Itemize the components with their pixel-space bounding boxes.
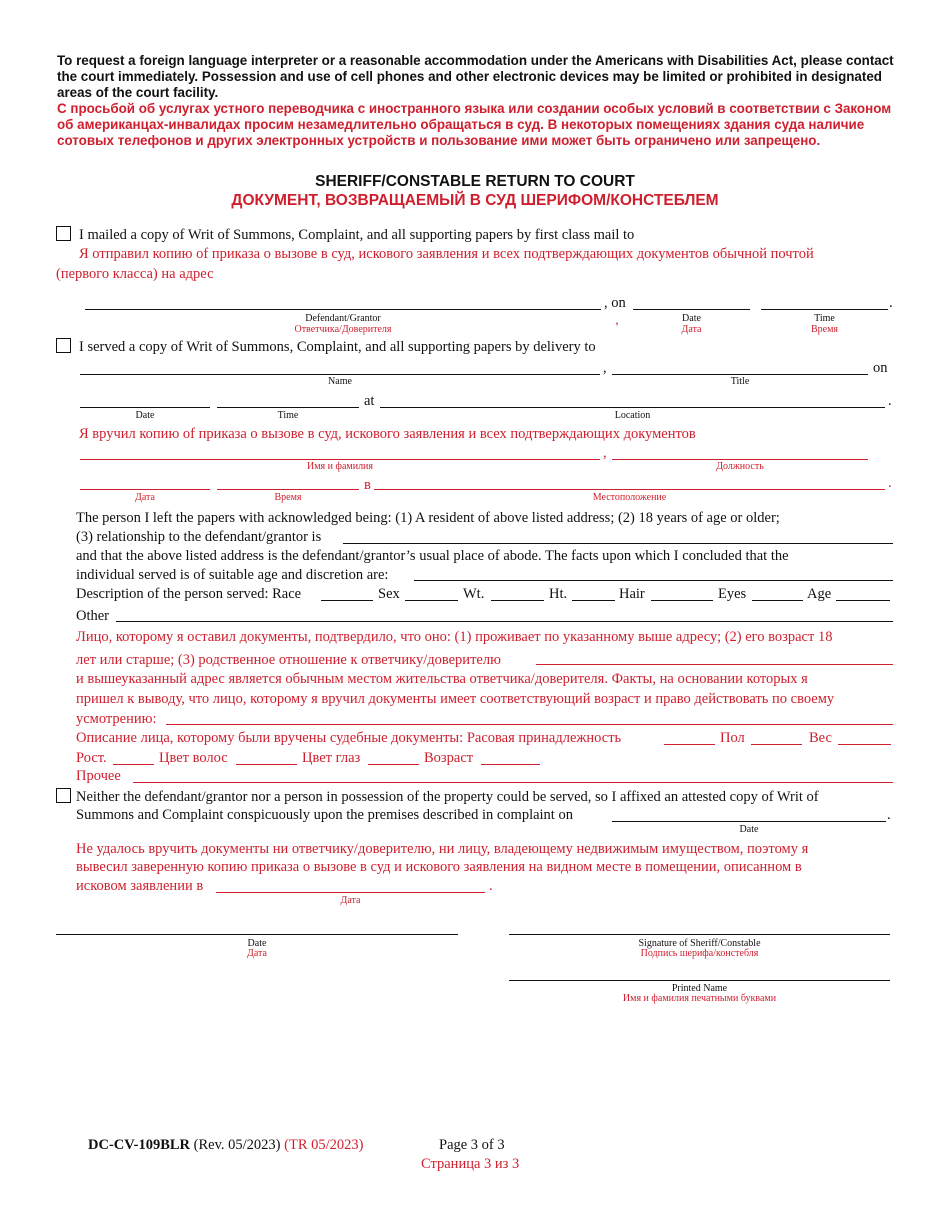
desc-other-label-ru: Прочее [76,768,121,784]
facts-field[interactable] [414,580,893,581]
deliver-checkbox[interactable] [56,338,71,353]
person-text-en-1: The person I left the papers with acknowledged being: (1) A resident of above listed address; (2) 18 years of age or older; [76,510,780,526]
mail-text-en: I mailed a copy of Writ of Summons, Complaint, and all supporting papers by first class mail to [79,227,635,243]
mail-date-field[interactable] [633,309,750,310]
deliver-title-field-ru[interactable] [612,459,868,460]
race-field-ru[interactable] [664,744,715,745]
mail-label-comma-ru: , [615,312,619,327]
posting-date-label-ru: Дата [340,895,361,906]
deliver-label-time: Time [277,410,299,421]
person-text-ru-4: пришел к выводу, что лицо, которому я вручил документы имеет соответствующий возраст и право действовать по своему [76,691,835,707]
printed-name-field[interactable] [509,980,890,981]
deliver-name-field-ru[interactable] [80,459,600,460]
signature-date-label-ru: Дата [247,948,267,959]
wt-field-ru[interactable] [838,744,891,745]
deliver-location-field[interactable] [380,407,885,408]
desc-race-label-ru: Описание лица, которому были вручены судебные документы: Расовая принадлежность [76,730,622,746]
footer-tr: (TR 05/2023) [284,1137,364,1153]
desc-age-label-ru: Возраст [424,750,474,766]
footer-page-ru: Страница 3 из 3 [421,1156,520,1172]
person-text-ru-5: усмотрению: [76,711,157,727]
mail-label-defendant-ru: Ответчика/Доверителя [294,324,392,335]
mail-label-time-ru: Время [810,324,839,335]
posting-period-ru: . [489,878,493,894]
desc-sex-label: Sex [378,586,400,602]
desc-ht-label: Ht. [549,586,568,602]
footer-rev: (Rev. 05/2023) [193,1137,281,1153]
mail-label-time-en: Time [814,313,835,324]
posting-date-label: Date [739,824,759,835]
deliver-time-field[interactable] [217,407,359,408]
posting-period: . [887,807,891,823]
mail-time-field[interactable] [761,309,888,310]
desc-ht-label-ru: Рост. [76,750,107,766]
mail-text-ru-2: (первого класса) на адрес [56,266,214,282]
deliver-label-location-ru: Местоположение [592,492,667,503]
ht-field-ru[interactable] [113,764,154,765]
signature-field[interactable] [509,934,890,935]
mail-text-ru-1: Я отправил копию of приказа о вызове в суд, искового заявления и всех подтверждающих документов обычной почтой [79,246,814,262]
signature-label-ru: Подпись шерифа/констебля [640,948,759,959]
deliver-name-field[interactable] [80,374,600,375]
printed-name-label-ru: Имя и фамилия печатными буквами [622,993,777,1004]
posting-text-ru-2: вывесил заверенную копию приказа о вызове в суд и искового заявления на видном месте в помещении, описанном в [76,859,802,875]
age-field[interactable] [836,600,890,601]
desc-eyes-label: Eyes [718,586,747,602]
signature-date-label-en: Date [247,938,267,949]
deliver-time-field-ru[interactable] [217,489,359,490]
desc-age-label: Age [807,586,832,602]
notice-en: To request a foreign language interpreter or a reasonable accommodation under the Americans with Disabilities Act, please contact the court immediately. Possession and use of cell phones and other electronic devices may be limited or prohibited in designated areas of the court facility. [57,53,894,101]
eyes-field[interactable] [752,600,803,601]
printed-name-label-en: Printed Name [671,983,728,994]
deliver-label-title-ru: Должность [716,461,764,472]
deliver-date-field[interactable] [80,407,210,408]
person-text-ru-3: и вышеуказанный адрес является обычным местом жительства ответчика/доверителя. Факты, на основании которых я [76,671,808,687]
desc-hair-label-ru: Цвет волос [159,750,228,766]
deliver-period: . [888,393,892,409]
ht-field[interactable] [572,600,615,601]
deliver-text-ru: Я вручил копию of приказа о вызове в суд, искового заявления и всех подтверждающих документов [79,426,696,442]
other-field[interactable] [116,621,893,622]
person-text-ru-1: Лицо, которому я оставил документы, подтвердило, что оно: (1) проживает по указанному выше адресу; (2) его возраст 18 [76,629,833,645]
relationship-field[interactable] [343,543,893,544]
mail-defendant-field[interactable] [85,309,601,310]
deliver-period-ru: . [888,475,892,491]
deliver-label-name: Name [328,376,352,387]
deliver-date-field-ru[interactable] [80,489,210,490]
posting-text-ru-3: исковом заявлении в [76,878,204,894]
hair-field-ru[interactable] [236,764,297,765]
mail-label-date-ru: Дата [681,324,702,335]
deliver-comma-ru: , [603,445,607,461]
facts-field-ru[interactable] [166,724,893,725]
deliver-title-field[interactable] [612,374,868,375]
signature-date-field[interactable] [56,934,458,935]
posting-text-en-2: Summons and Complaint conspicuously upon the premises described in complaint on [76,807,573,823]
person-text-ru-2: лет или старше; (3) родственное отношение к ответчику/доверителю [76,652,501,668]
deliver-label-time-ru: Время [274,492,302,503]
sex-field[interactable] [405,600,458,601]
eyes-field-ru[interactable] [368,764,419,765]
person-text-en-3: and that the above listed address is the defendant/grantor’s usual place of abode. The facts upon which I concluded that the [76,548,789,564]
desc-wt-label: Wt. [463,586,485,602]
desc-eyes-label-ru: Цвет глаз [302,750,361,766]
footer-form-info [88,1137,363,1154]
hair-field[interactable] [651,600,713,601]
person-text-en-4: individual served is of suitable age and discretion are: [76,567,389,583]
title-en: SHERIFF/CONSTABLE RETURN TO COURT [315,173,635,190]
sex-field-ru[interactable] [751,744,802,745]
other-field-ru[interactable] [133,782,893,783]
desc-hair-label: Hair [619,586,645,602]
mail-checkbox[interactable] [56,226,71,241]
desc-wt-label-ru: Вес [809,730,832,746]
notice-ru: С просьбой об услугах устного переводчика с иностранного языка или создании особых условий в соответствии с Законом об американцах-инвалидах просим незамедлительно обращаться в суд. В некоторых помещениях здания суда наличие сотовых телефонов и других электронных устройств и пользование ими может быть ограничено или запрещено. [57,101,892,149]
deliver-label-title: Title [730,376,750,387]
relationship-field-ru[interactable] [536,664,893,665]
mail-period: . [889,295,893,311]
age-field-ru[interactable] [481,764,540,765]
wt-field[interactable] [491,600,544,601]
footer-form-id: DC-CV-109BLR [88,1137,191,1153]
race-field[interactable] [321,600,373,601]
posting-date-field-ru[interactable] [216,892,485,893]
mail-label-defendant-en: Defendant/Grantor [305,313,381,324]
deliver-at: at [364,393,375,409]
deliver-location-field-ru[interactable] [374,489,885,490]
deliver-v-ru: в [364,477,371,493]
deliver-label-date: Date [135,410,155,421]
desc-sex-label-ru: Пол [720,730,745,746]
footer-page-en: Page 3 of 3 [439,1137,505,1153]
deliver-label-name-ru: Имя и фамилия [306,461,374,472]
desc-race-label: Description of the person served: Race [76,586,302,602]
signature-label-en: Signature of Sheriff/Constable [638,938,761,949]
posting-checkbox[interactable] [56,788,71,803]
title-ru: ДОКУМЕНТ, ВОЗВРАЩАЕМЫЙ В СУД ШЕРИФОМ/КОНСТЕБЛЕМ [231,192,719,209]
mail-comma-on: , on [604,295,626,311]
deliver-label-date-ru: Дата [135,492,155,503]
posting-text-ru-1: Не удалось вручить документы ни ответчику/доверителю, ни лицу, владеющему недвижимым имуществом, поэтому я [76,841,809,857]
deliver-text-en: I served a copy of Writ of Summons, Complaint, and all supporting papers by delivery to [79,339,596,355]
deliver-label-location: Location [614,410,651,421]
posting-text-en-1: Neither the defendant/grantor nor a person in possession of the property could be served, so I affixed an attested copy of Writ of [76,789,819,805]
mail-label-date-en: Date [682,313,701,324]
posting-date-field[interactable] [612,821,886,822]
person-text-en-2: (3) relationship to the defendant/grantor is [76,529,322,545]
deliver-comma: , [603,360,607,376]
deliver-on: on [873,360,888,376]
desc-other-label: Other [76,608,110,624]
